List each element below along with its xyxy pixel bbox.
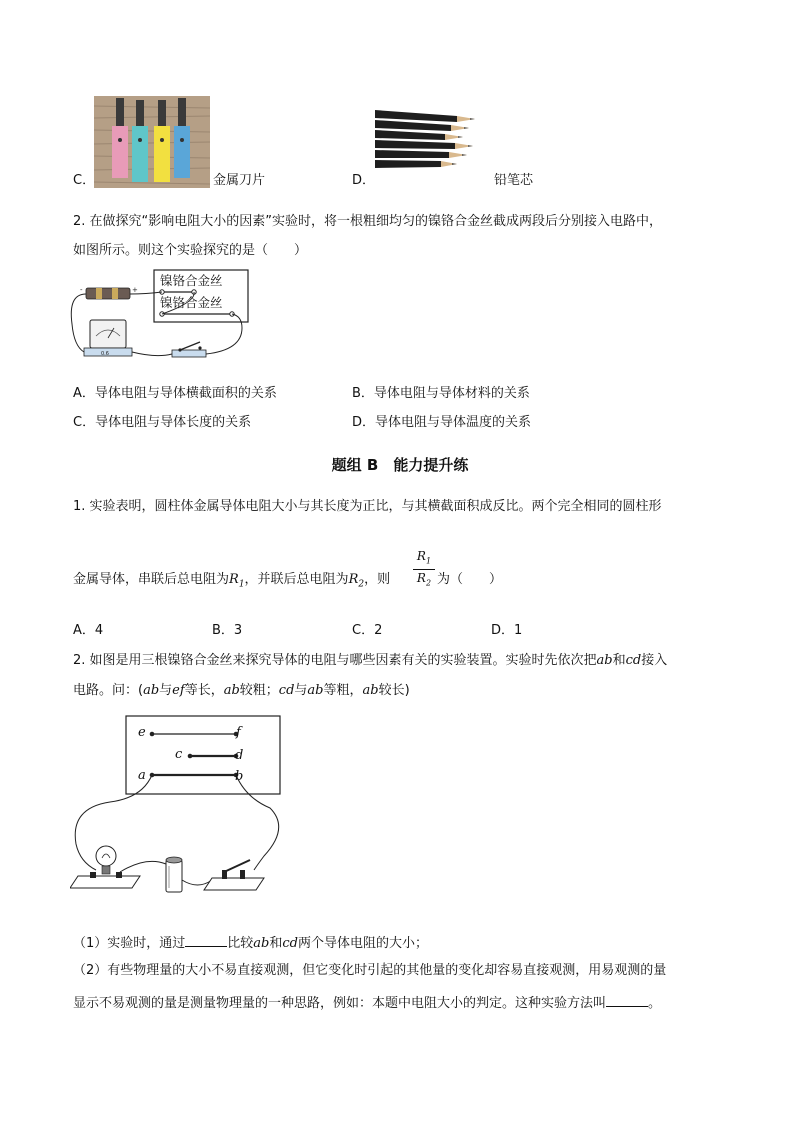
terminal-label-b: b: [235, 769, 244, 784]
wire-label-bottom: 镍铬合金丝: [160, 295, 223, 310]
fraction-numerator: $R_1$: [416, 549, 432, 566]
q1b-option-b: B．3: [212, 623, 243, 638]
q1b-option-d: D．1: [491, 623, 523, 638]
svg-text:-: -: [80, 286, 83, 294]
q1b-stem-end: 为（ ）: [437, 572, 503, 587]
wire-label-top: 镍铬合金丝: [160, 273, 223, 288]
r2-subscript: 2: [358, 579, 365, 590]
option-d-text: 铅笔芯: [494, 173, 534, 188]
option-d-letter: D．: [352, 173, 376, 188]
q2b-subquestion-2-line2: 显示不易观测的量是测量物理量的一种思路，例如：本题中电阻大小的判定。这种实验方法叫 。: [73, 992, 661, 1013]
r1-subscript: 1: [238, 579, 245, 590]
section-title: 题组 B 能力提升练: [331, 456, 469, 474]
q2b-stem-line1: 2. 如图是用三根镍铬合金丝来探究导体的电阻与哪些因素有关的实验装置。实验时先依次把ab和cd接入: [73, 653, 668, 668]
r1-symbol: R: [229, 572, 239, 587]
q2a-option-c: C．导体电阻与导体长度的关系: [73, 415, 252, 430]
option-c-letter: C．: [73, 173, 96, 188]
q2a-option-b: B．导体电阻与导体材料的关系: [352, 386, 530, 401]
q2a-option-a: A．导体电阻与导体横截面积的关系: [73, 386, 277, 401]
metal-blades-image: [94, 96, 210, 188]
pencil-leads-image: [375, 108, 487, 170]
option-c-text: 金属刀片: [213, 173, 266, 188]
q1b-stem-mid: ，并联后总电阻为: [244, 572, 349, 587]
q2a-stem-line1: 2. 在做探究“影响电阻大小的因素”实验时，将一根粗细均匀的镍铬合金丝截成两段后分别接入电路中，: [73, 214, 663, 229]
r2-symbol: R: [348, 572, 359, 587]
q2b-stem-line2: 电路。问：(ab与ef等长，ab较粗；cd与ab等粗，ab较长): [73, 683, 410, 698]
q1b-option-c: C．2: [352, 623, 383, 638]
q2b-circuit-diagram: [70, 712, 290, 896]
q2b-subquestion-1: （1）实验时，通过 比较ab和cd两个导体电阻的大小；: [73, 932, 428, 953]
answer-blank-1[interactable]: [185, 932, 227, 947]
fraction-denominator: $R_2$: [416, 571, 432, 588]
q2a-circuit-diagram: [66, 268, 252, 364]
terminal-label-a: a: [138, 768, 146, 783]
q1b-option-a: A．4: [73, 623, 104, 638]
q2a-stem-line2: 如图所示。则这个实验探究的是（ ）: [73, 243, 308, 258]
answer-blank-2[interactable]: [606, 992, 648, 1007]
q1b-stem-line1: 1. 实验表明，圆柱体金属导体电阻大小与其长度为正比，与其横截面积成反比。两个完全相同的圆柱形: [73, 499, 662, 514]
terminal-label-f: f: [236, 725, 241, 740]
ratio-fraction: [413, 549, 435, 591]
svg-text:+: +: [132, 286, 138, 294]
q1b-stem-pre: 金属导体，串联后总电阻为: [73, 572, 230, 587]
ammeter-scale-text: 0.6: [101, 351, 109, 357]
terminal-label-d: d: [235, 748, 244, 763]
q2a-option-d: D．导体电阻与导体温度的关系: [352, 415, 532, 430]
q2b-subquestion-2-line1: （2）有些物理量的大小不易直接观测，但它变化时引起的其他量的变化却容易直接观测，用易观测的量: [73, 963, 667, 978]
terminal-label-c: c: [175, 747, 183, 762]
terminal-label-e: e: [138, 725, 146, 740]
q1b-stem-then: ，则: [364, 572, 391, 587]
q1b-stem-line2: [73, 571, 390, 594]
